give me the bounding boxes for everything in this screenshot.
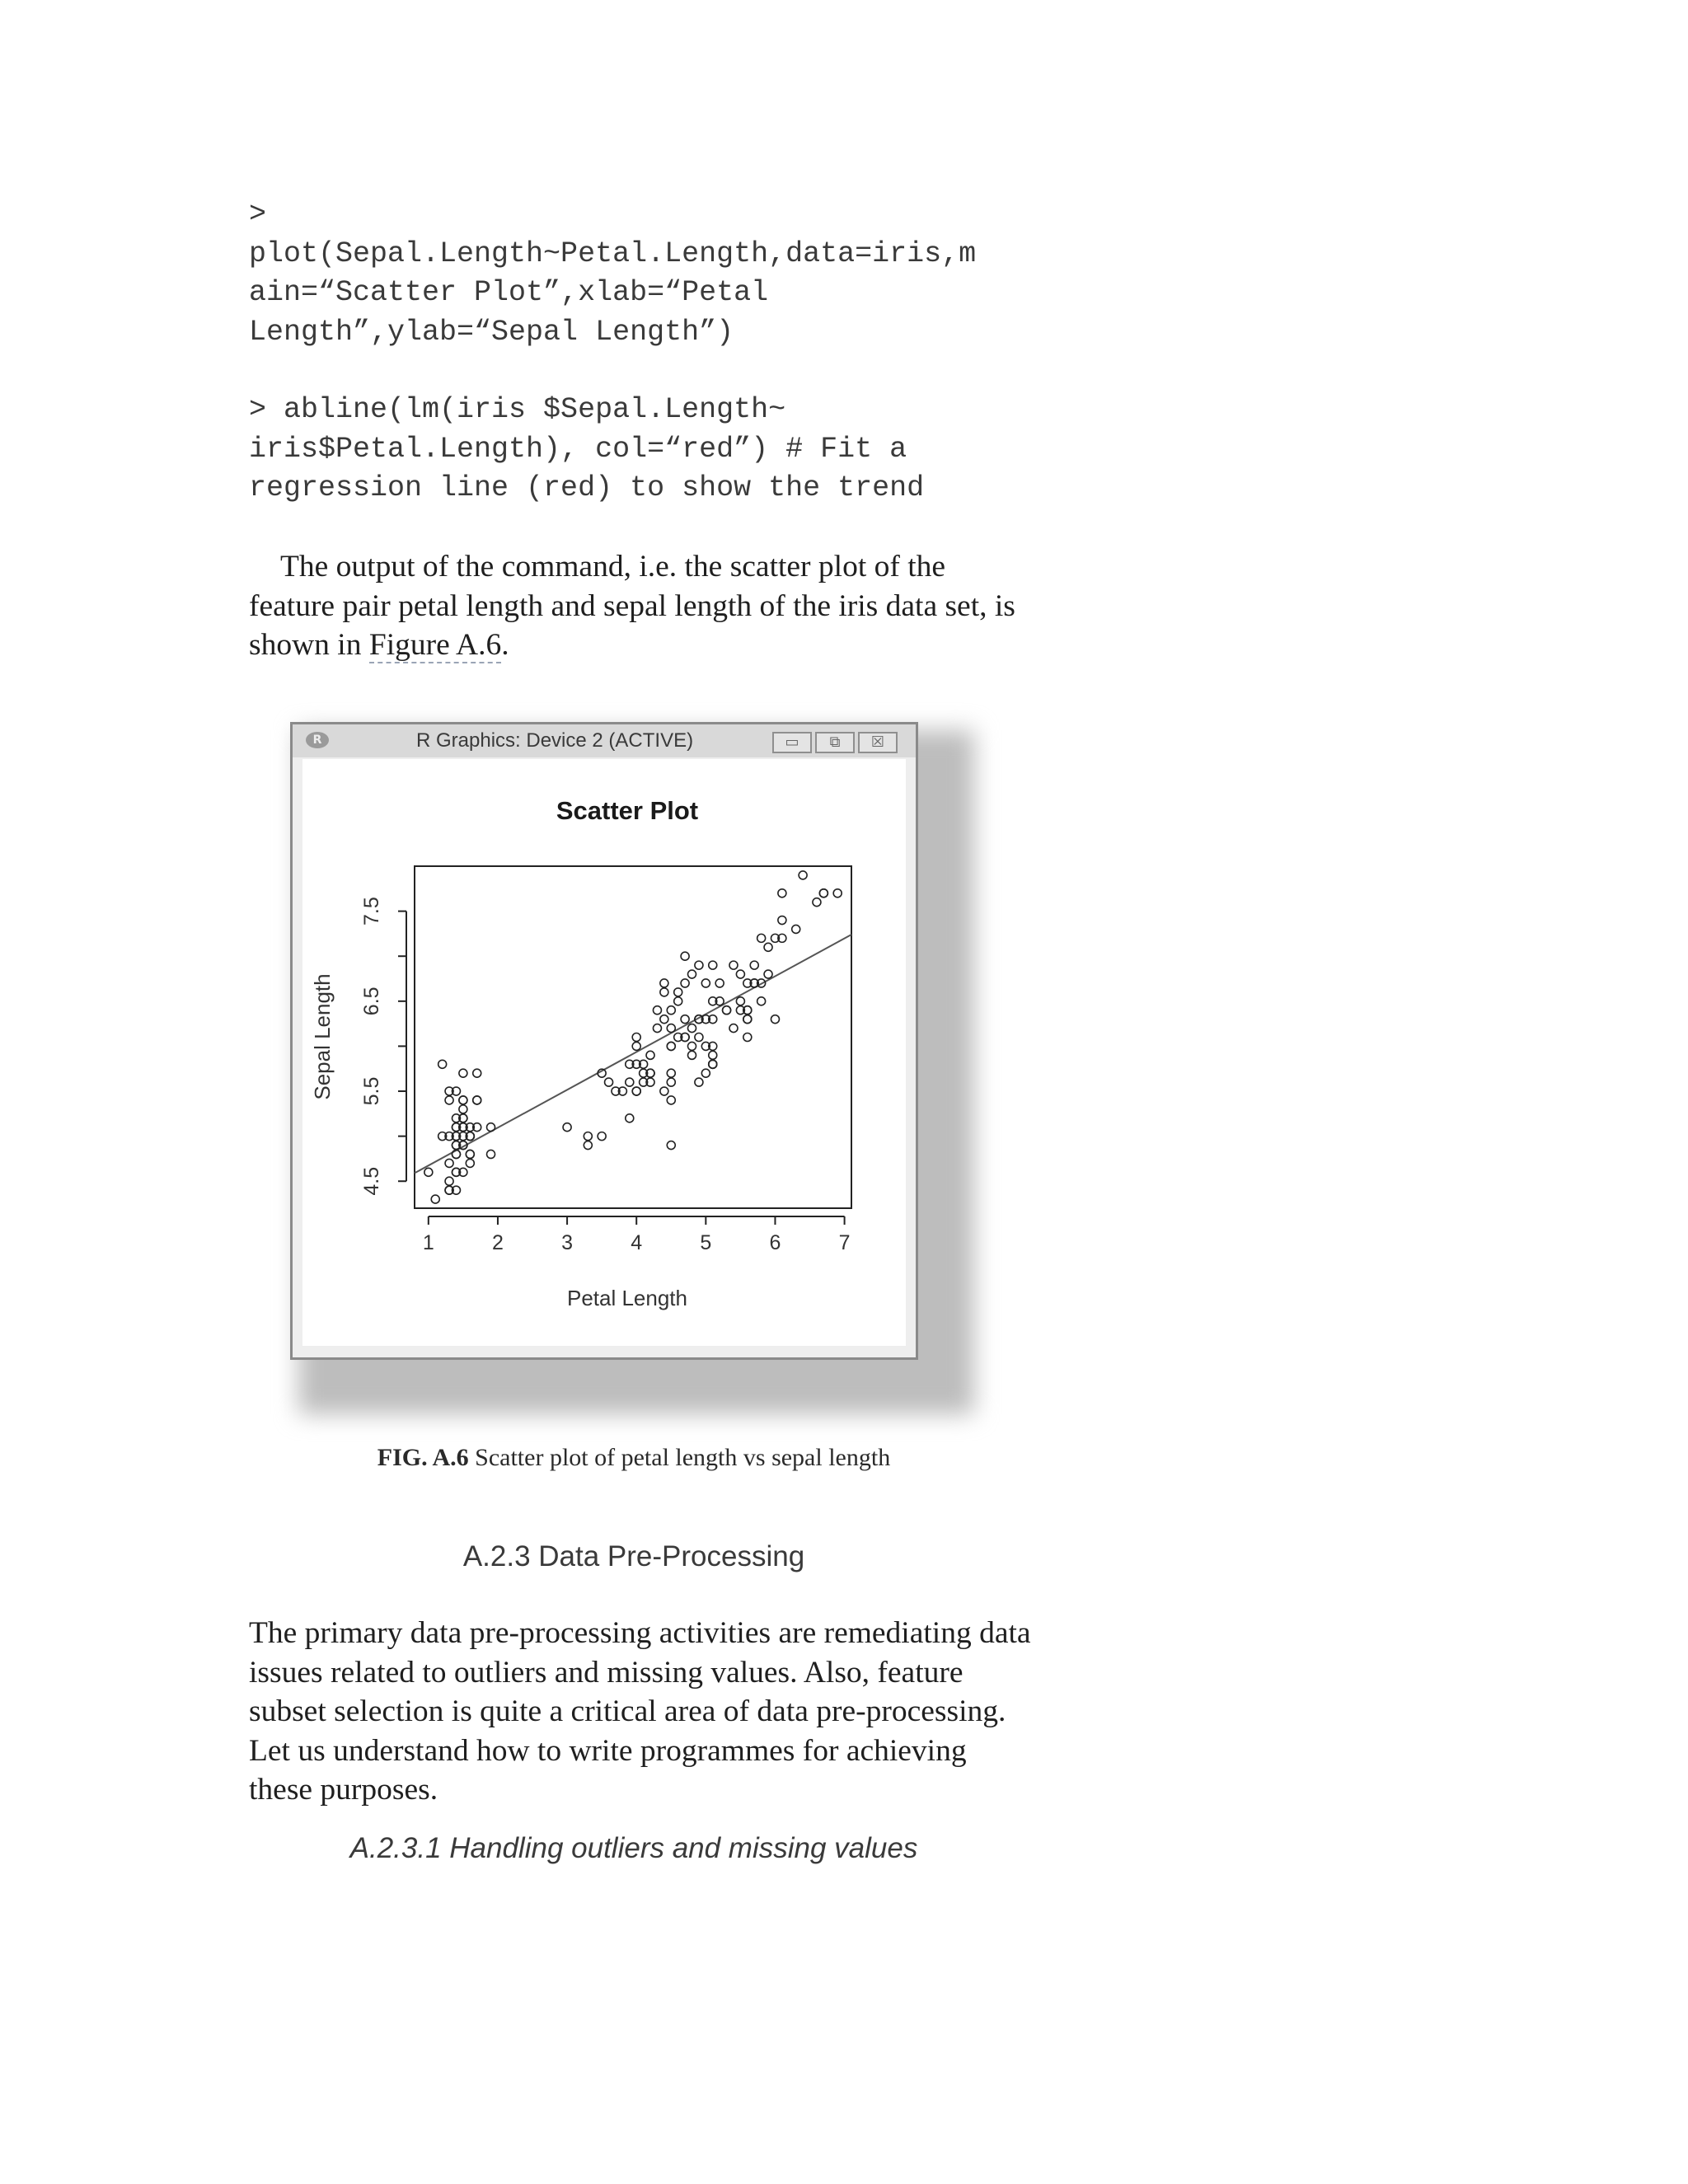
code-line: regression line (red) to show the trend bbox=[249, 471, 925, 504]
data-point bbox=[445, 1159, 453, 1167]
code-line: ain=“Scatter Plot”,xlab=“Petal bbox=[249, 276, 769, 309]
data-point bbox=[667, 1069, 675, 1077]
data-point bbox=[729, 961, 738, 969]
data-point bbox=[688, 970, 696, 978]
r-logo-icon: R bbox=[306, 732, 329, 748]
data-point bbox=[757, 934, 766, 942]
code-line: Length”,ylab=“Sepal Length”) bbox=[249, 315, 734, 349]
close-button[interactable] bbox=[858, 732, 898, 753]
data-point bbox=[459, 1105, 467, 1113]
data-point bbox=[626, 1078, 634, 1086]
code-block-abline bbox=[249, 391, 1057, 509]
data-point bbox=[695, 961, 703, 969]
data-point bbox=[660, 988, 668, 996]
data-point bbox=[736, 970, 744, 978]
data-point bbox=[688, 1024, 696, 1033]
data-point bbox=[757, 997, 766, 1005]
regression-line bbox=[415, 935, 851, 1173]
data-point bbox=[709, 961, 717, 969]
maximize-icon: ⧉ bbox=[829, 733, 841, 751]
data-point bbox=[681, 1015, 689, 1024]
y-axis bbox=[360, 897, 406, 1195]
code-line: iris$Petal.Length), col=“red”) # Fit a bbox=[249, 432, 907, 466]
data-point bbox=[674, 988, 682, 996]
data-point bbox=[688, 1051, 696, 1059]
data-point bbox=[487, 1123, 495, 1132]
plot-area bbox=[302, 759, 906, 1346]
r-graphics-window bbox=[290, 722, 918, 1360]
close-icon: ☒ bbox=[870, 733, 885, 751]
x-axis-label: Petal Length bbox=[566, 1286, 688, 1310]
data-point bbox=[459, 1096, 467, 1104]
data-point bbox=[729, 1024, 738, 1033]
data-point bbox=[660, 1087, 668, 1095]
data-point bbox=[563, 1123, 571, 1132]
data-point bbox=[819, 889, 828, 898]
data-point bbox=[681, 979, 689, 987]
data-point bbox=[709, 1051, 717, 1059]
data-point bbox=[653, 1006, 661, 1015]
data-point bbox=[660, 1015, 668, 1024]
x-tick-label: 5 bbox=[700, 1231, 712, 1254]
paragraph-text: . bbox=[501, 628, 509, 662]
data-point bbox=[743, 1033, 752, 1042]
code-line: > bbox=[249, 198, 267, 231]
x-tick-label: 1 bbox=[422, 1231, 434, 1254]
body-paragraph: The primary data pre-processing activities are remediating data issues related to outliers and missing values. Also, feature subset selection is quite a critical area of data pre-processing. Let us understand how to write programmes for achieving these purposes. bbox=[249, 1616, 1031, 1807]
data-point bbox=[632, 1042, 640, 1050]
y-tick-label: 5.5 bbox=[360, 1076, 383, 1106]
data-points bbox=[424, 871, 842, 1203]
window-title: R Graphics: Device 2 (ACTIVE) bbox=[416, 729, 694, 752]
data-point bbox=[715, 979, 724, 987]
x-tick-label: 6 bbox=[769, 1231, 781, 1254]
data-point bbox=[605, 1078, 613, 1086]
data-point bbox=[598, 1132, 606, 1141]
caption-label: FIG. A.6 bbox=[377, 1444, 469, 1471]
y-tick-label: 6.5 bbox=[360, 987, 383, 1016]
body-paragraph bbox=[249, 547, 1032, 665]
data-point bbox=[723, 1006, 731, 1015]
data-point bbox=[667, 1078, 675, 1086]
data-point bbox=[466, 1150, 474, 1158]
data-point bbox=[688, 1042, 696, 1050]
chart-title: Scatter Plot bbox=[556, 796, 699, 825]
data-point bbox=[667, 1096, 675, 1104]
minimize-icon: ▭ bbox=[785, 733, 799, 751]
data-point bbox=[466, 1159, 474, 1167]
section-heading: A.2.3 Data Pre-Processing bbox=[462, 1540, 805, 1572]
data-point bbox=[813, 898, 821, 907]
data-point bbox=[626, 1114, 634, 1122]
data-point bbox=[778, 889, 786, 898]
data-point bbox=[584, 1132, 592, 1141]
data-point bbox=[424, 1168, 433, 1176]
data-point bbox=[667, 1006, 675, 1015]
data-point bbox=[771, 1015, 779, 1024]
data-point bbox=[431, 1195, 439, 1203]
data-point bbox=[799, 871, 807, 879]
data-point bbox=[778, 916, 786, 925]
x-tick-label: 2 bbox=[491, 1231, 504, 1254]
x-axis bbox=[423, 1216, 851, 1254]
data-point bbox=[709, 1060, 717, 1068]
code-block-plot bbox=[249, 195, 1057, 352]
data-point bbox=[473, 1069, 481, 1077]
data-point bbox=[473, 1096, 481, 1104]
data-point bbox=[487, 1150, 495, 1158]
data-point bbox=[632, 1033, 640, 1042]
figure bbox=[290, 722, 982, 1422]
data-point bbox=[667, 1024, 675, 1033]
figure-caption bbox=[0, 1442, 1268, 1474]
y-tick-label: 4.5 bbox=[360, 1166, 383, 1196]
y-tick-label: 7.5 bbox=[360, 897, 383, 926]
caption-text: Scatter plot of petal length vs sepal length bbox=[468, 1444, 891, 1471]
data-point bbox=[701, 979, 710, 987]
subsection-heading: A.2.3.1 Handling outliers and missing values bbox=[349, 1832, 918, 1864]
window-titlebar[interactable] bbox=[293, 724, 916, 757]
data-point bbox=[660, 979, 668, 987]
data-point bbox=[750, 961, 758, 969]
data-point bbox=[764, 943, 772, 951]
data-point bbox=[584, 1141, 592, 1150]
data-point bbox=[632, 1087, 640, 1095]
data-point bbox=[438, 1060, 447, 1068]
data-point bbox=[445, 1096, 453, 1104]
data-point bbox=[681, 952, 689, 960]
data-point bbox=[792, 925, 800, 933]
data-point bbox=[674, 997, 682, 1005]
minimize-button[interactable] bbox=[772, 732, 812, 753]
code-line: > abline(lm(iris $Sepal.Length~ bbox=[249, 393, 786, 426]
data-point bbox=[764, 970, 772, 978]
data-point bbox=[667, 1042, 675, 1050]
scatter-plot bbox=[302, 759, 906, 1346]
data-point bbox=[459, 1069, 467, 1077]
data-point bbox=[653, 1024, 661, 1033]
paragraph-text: The output of the command, i.e. the scatter plot of the feature pair petal length and sepal length of the iris data set, is shown in bbox=[249, 550, 1015, 662]
data-point bbox=[701, 1069, 710, 1077]
data-point bbox=[695, 1078, 703, 1086]
data-point bbox=[646, 1051, 654, 1059]
data-point bbox=[667, 1141, 675, 1150]
data-point bbox=[445, 1177, 453, 1185]
figure-reference-link[interactable]: Figure A.6 bbox=[368, 628, 502, 662]
data-point bbox=[695, 1033, 703, 1042]
x-tick-label: 4 bbox=[631, 1231, 643, 1254]
code-line: plot(Sepal.Length~Petal.Length,data=iris,m bbox=[249, 237, 977, 270]
x-tick-label: 7 bbox=[838, 1231, 851, 1254]
y-axis-label: Sepal Length bbox=[310, 973, 335, 1100]
data-point bbox=[736, 997, 744, 1005]
data-point bbox=[833, 889, 842, 898]
x-tick-label: 3 bbox=[561, 1231, 574, 1254]
data-point bbox=[743, 1015, 752, 1024]
maximize-button[interactable] bbox=[815, 732, 855, 753]
